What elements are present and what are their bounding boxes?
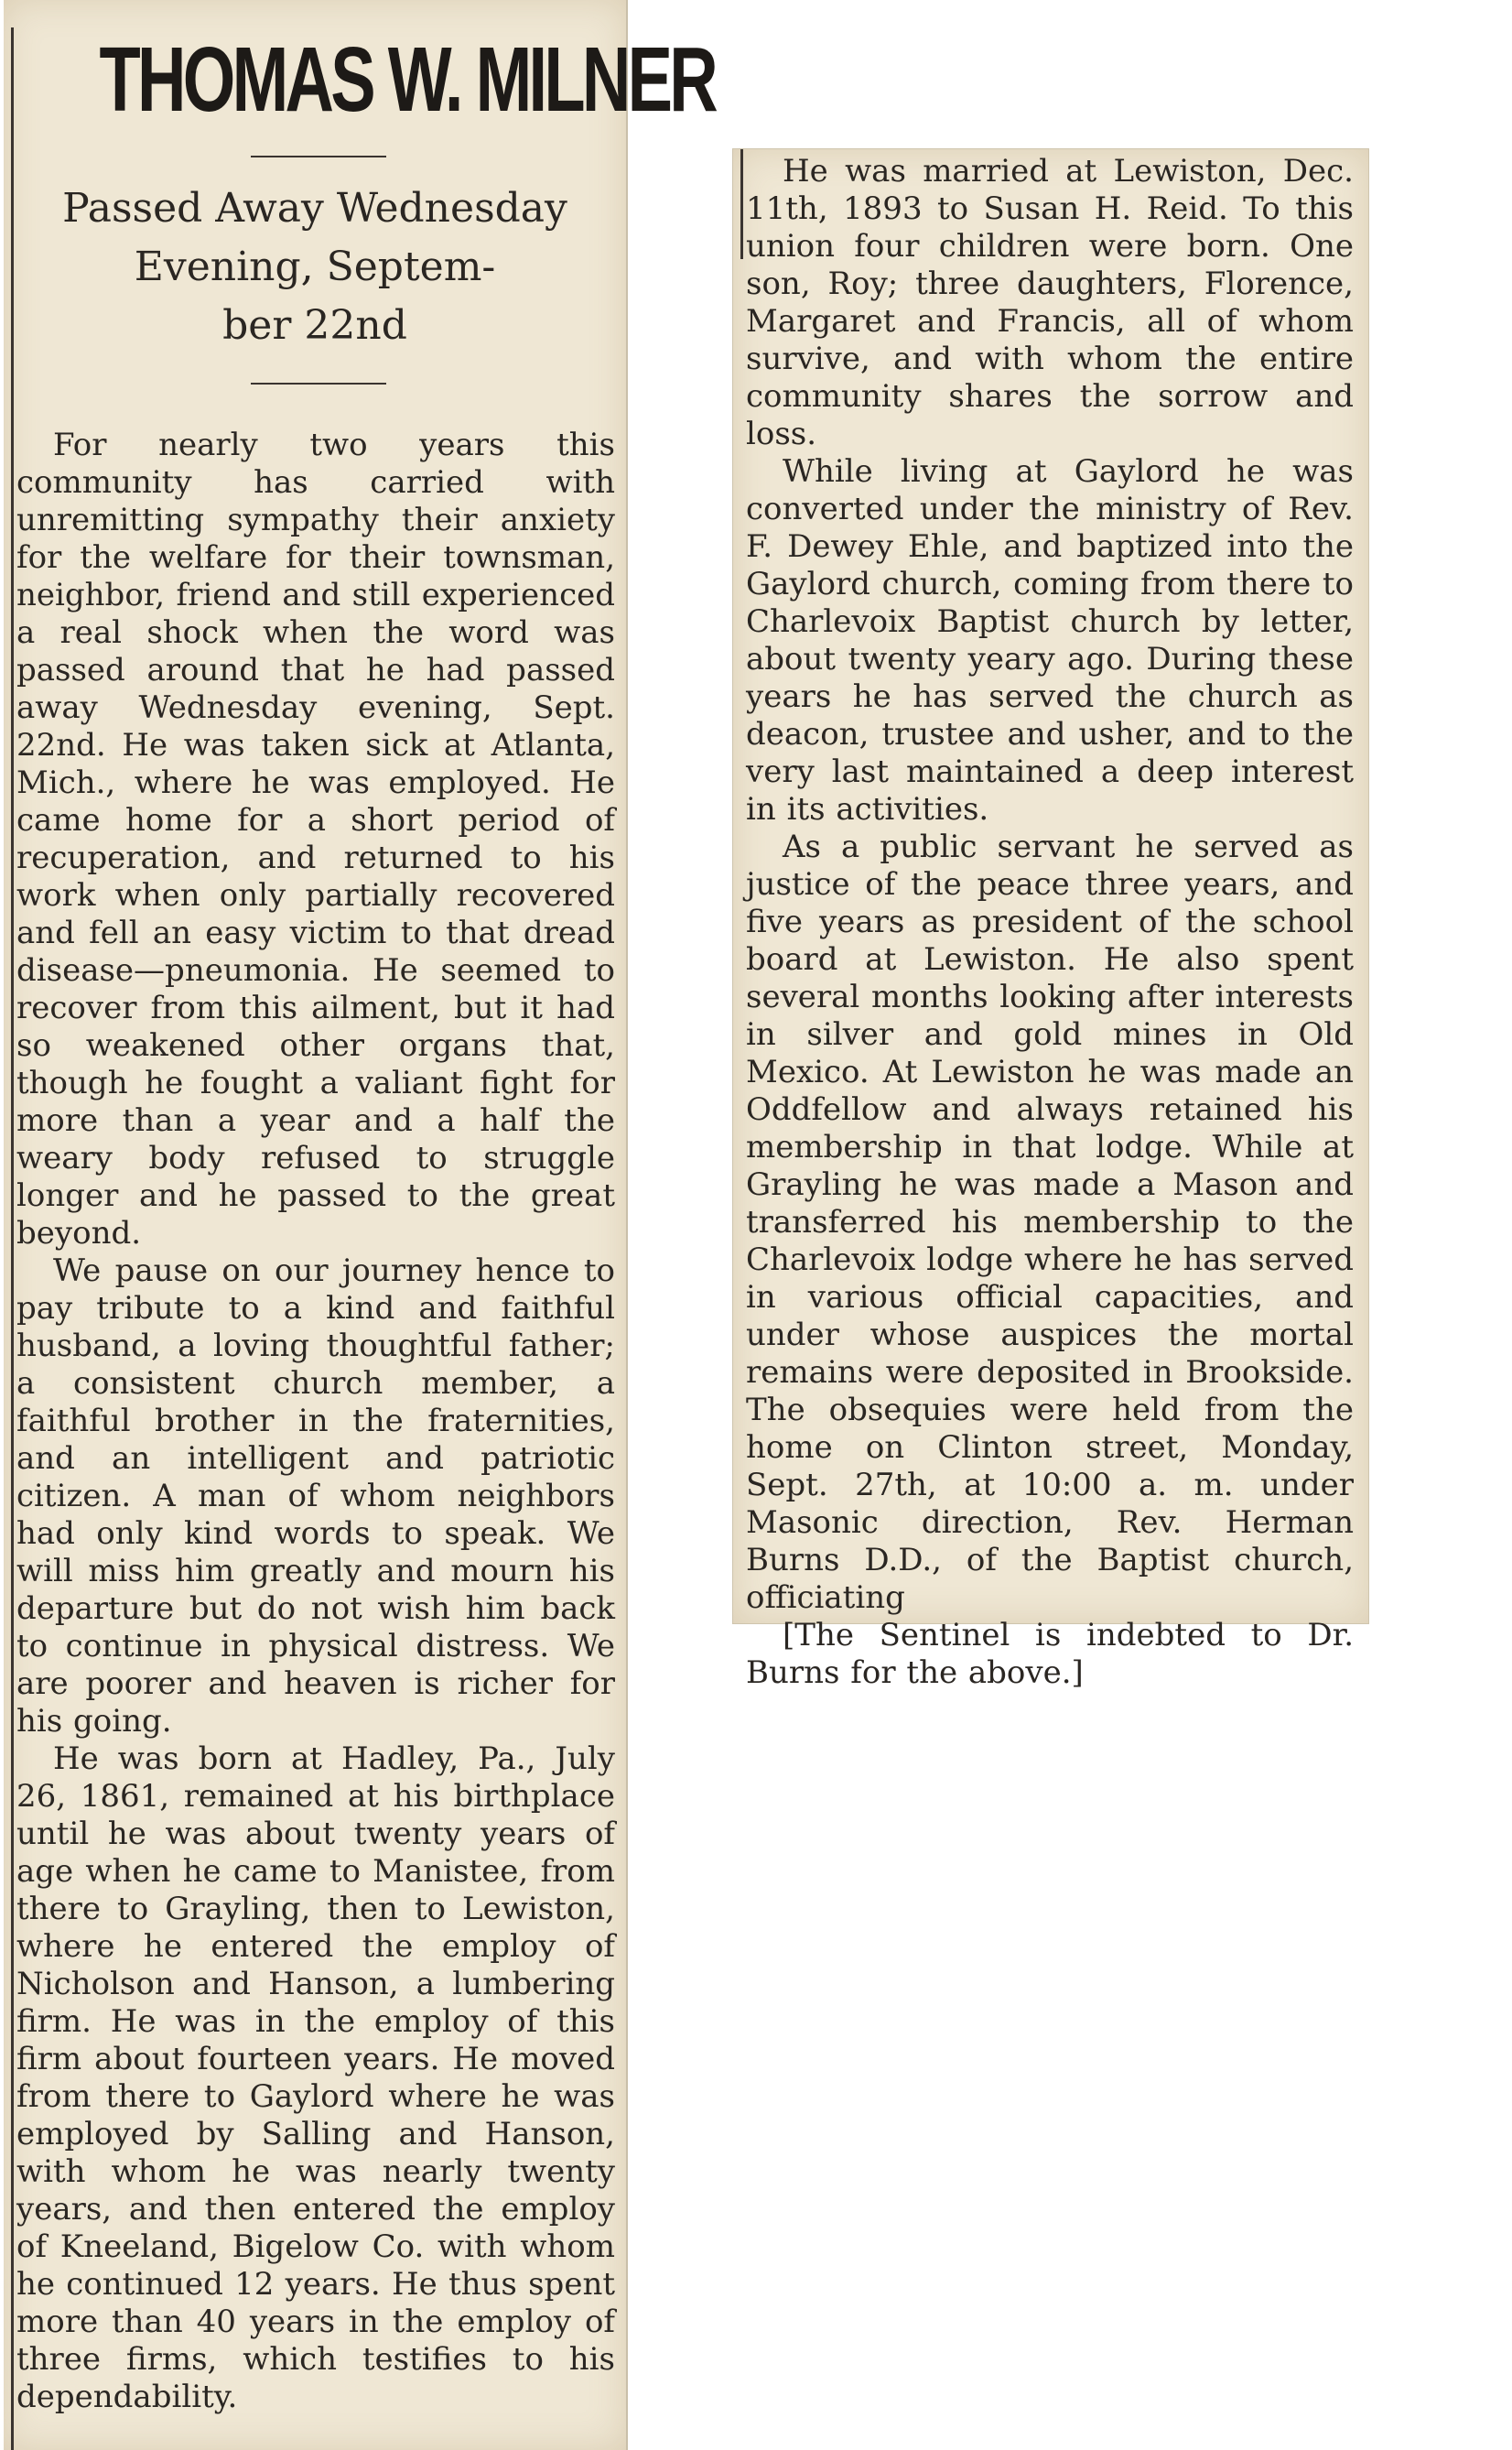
paragraph: As a public servant he served as justice of the peace three years, and five years as president of the school board at Lewiston. He also spent several months looking after interests in silver and gold mines in Old Mexico. At Lewiston he was made an Oddfellow and always retained his membership in that lodge. While at Grayling he was made a Mason and transferred his membership to the Charlevoix lodge where he has served in various official capacities, and under whose auspices the mortal remains were deposited in Brookside. The obsequies were held from the home on Clinton street, Monday, Sept. 27th, at 10:00 a. m. under Masonic direction, Rev. Herman Burns D.D., of the Baptist church, officiating [746, 829, 1354, 1616]
paragraph: He was born at Hadley, Pa., July 26, 1861, remained at his birthplace until he was about twenty years of age when he came to Manistee, from there to Grayling, then to Lewiston, where he entered the employ of Nicholson and Hanson, a lumbering firm. He was in the employ of this firm about fourteen years. He moved from there to Gaylord where he was employed by Salling and Hanson, with whom he was nearly twenty years, and then entered the employ of Kneeland, Bigelow Co. with whom he continued 12 years. He thus spent more than 40 years in the employ of three firms, which testifies to his dependability. [16, 1740, 615, 2415]
subheadline [22, 179, 608, 355]
clipping-right [732, 148, 1369, 1691]
divider-rule [251, 383, 386, 385]
column-rule [11, 27, 14, 2450]
divider-rule [251, 156, 386, 157]
headline: THOMAS W. MILNER [99, 28, 716, 131]
subheadline-line: Passed Away Wednesday [62, 185, 567, 232]
paragraph: [The Sentinel is indebted to Dr. Burns for the above.] [746, 1617, 1354, 1691]
subheadline-line: ber 22nd [222, 302, 407, 349]
paragraph: For nearly two years this community has carried with unremitting sympathy their anxiety for the welfare for their townsman, neighbor, friend and still experienced a real shock when the word was passed around that he had passed away Wednesday evening, Sept. 22nd. He was taken sick at Atlanta, Mich., where he was employed. He came home for a short period of recuperation, and returned to his work when only partially recovered and fell an easy victim to that dread disease—pneumonia. He seemed to recover from this ailment, but it had so weakened other organs that, though he fought a valiant fight for more than a year and a half the weary body refused to struggle longer and he passed to the great beyond. [16, 427, 615, 1252]
paragraph: He was married at Lewiston, Dec. 11th, 1893 to Susan H. Reid. To this union four children were born. One son, Roy; three daughters, Florence, Margaret and Francis, all of whom survive, and with whom the entire community shares the sorrow and loss. [746, 153, 1354, 452]
clipping-left [4, 0, 716, 2450]
article-column-left [16, 427, 615, 2416]
subheadline-line: Evening, Septem- [134, 244, 496, 290]
paragraph: While living at Gaylord he was converted under the ministry of Rev. F. Dewey Ehle, and baptized into the Gaylord church, coming from there to Charlevoix Baptist church by letter, about twenty yeary ago. During these years he has served the church as deacon, trustee and usher, and to the very last maintained a deep interest in its activities. [746, 453, 1354, 828]
column-rule [740, 149, 743, 259]
paragraph: We pause on our journey hence to pay tribute to a kind and faithful husband, a loving thoughtful father; a consistent church member, a faithful brother in the fraternities, and an intelligent and patriotic citizen. A man of whom neighbors had only kind words to speak. We will miss him greatly and mourn his departure but do not wish him back to continue in physical distress. We are poorer and heaven is richer for his going. [16, 1252, 615, 1740]
article-column-right [746, 153, 1354, 1692]
